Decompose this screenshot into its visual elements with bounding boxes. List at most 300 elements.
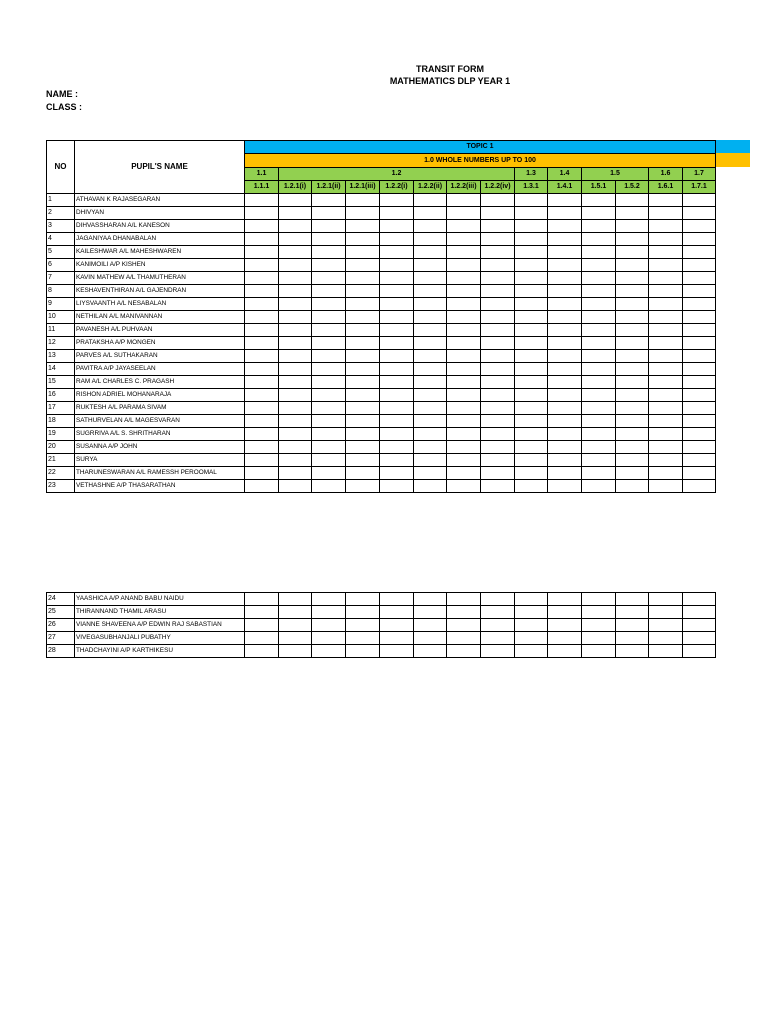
score-cell[interactable] <box>312 207 346 220</box>
score-cell[interactable] <box>649 233 683 246</box>
score-cell[interactable] <box>312 441 346 454</box>
score-cell[interactable] <box>380 593 414 606</box>
score-cell[interactable] <box>582 337 616 350</box>
score-cell[interactable] <box>447 480 481 493</box>
score-cell[interactable] <box>312 415 346 428</box>
score-cell[interactable] <box>683 428 716 441</box>
score-cell[interactable] <box>649 337 683 350</box>
score-cell[interactable] <box>312 220 346 233</box>
score-cell[interactable] <box>279 606 312 619</box>
score-cell[interactable] <box>515 389 548 402</box>
score-cell[interactable] <box>414 207 447 220</box>
score-cell[interactable] <box>447 363 481 376</box>
score-cell[interactable] <box>683 246 716 259</box>
score-cell[interactable] <box>312 324 346 337</box>
score-cell[interactable] <box>380 194 414 207</box>
score-cell[interactable] <box>481 376 515 389</box>
score-cell[interactable] <box>414 593 447 606</box>
score-cell[interactable] <box>649 194 683 207</box>
score-cell[interactable] <box>346 376 380 389</box>
score-cell[interactable] <box>481 233 515 246</box>
score-cell[interactable] <box>279 467 312 480</box>
score-cell[interactable] <box>683 194 716 207</box>
score-cell[interactable] <box>346 233 380 246</box>
score-cell[interactable] <box>245 311 279 324</box>
score-cell[interactable] <box>447 402 481 415</box>
score-cell[interactable] <box>582 606 616 619</box>
score-cell[interactable] <box>515 467 548 480</box>
score-cell[interactable] <box>649 632 683 645</box>
score-cell[interactable] <box>616 632 649 645</box>
score-cell[interactable] <box>346 428 380 441</box>
score-cell[interactable] <box>548 233 582 246</box>
score-cell[interactable] <box>515 428 548 441</box>
score-cell[interactable] <box>649 324 683 337</box>
score-cell[interactable] <box>279 285 312 298</box>
score-cell[interactable] <box>548 285 582 298</box>
score-cell[interactable] <box>245 606 279 619</box>
score-cell[interactable] <box>279 259 312 272</box>
score-cell[interactable] <box>346 593 380 606</box>
score-cell[interactable] <box>649 428 683 441</box>
score-cell[interactable] <box>380 285 414 298</box>
score-cell[interactable] <box>481 207 515 220</box>
score-cell[interactable] <box>312 285 346 298</box>
score-cell[interactable] <box>447 389 481 402</box>
score-cell[interactable] <box>481 402 515 415</box>
score-cell[interactable] <box>548 428 582 441</box>
score-cell[interactable] <box>683 389 716 402</box>
score-cell[interactable] <box>279 428 312 441</box>
score-cell[interactable] <box>279 593 312 606</box>
score-cell[interactable] <box>515 606 548 619</box>
score-cell[interactable] <box>481 337 515 350</box>
score-cell[interactable] <box>447 645 481 658</box>
score-cell[interactable] <box>346 246 380 259</box>
score-cell[interactable] <box>312 246 346 259</box>
score-cell[interactable] <box>312 350 346 363</box>
score-cell[interactable] <box>548 259 582 272</box>
score-cell[interactable] <box>447 428 481 441</box>
score-cell[interactable] <box>346 350 380 363</box>
score-cell[interactable] <box>515 593 548 606</box>
score-cell[interactable] <box>515 632 548 645</box>
score-cell[interactable] <box>481 285 515 298</box>
score-cell[interactable] <box>548 350 582 363</box>
score-cell[interactable] <box>481 441 515 454</box>
score-cell[interactable] <box>582 363 616 376</box>
score-cell[interactable] <box>683 220 716 233</box>
score-cell[interactable] <box>649 389 683 402</box>
score-cell[interactable] <box>548 593 582 606</box>
score-cell[interactable] <box>312 311 346 324</box>
score-cell[interactable] <box>683 298 716 311</box>
score-cell[interactable] <box>380 233 414 246</box>
score-cell[interactable] <box>245 298 279 311</box>
score-cell[interactable] <box>649 298 683 311</box>
score-cell[interactable] <box>380 337 414 350</box>
score-cell[interactable] <box>649 220 683 233</box>
score-cell[interactable] <box>380 272 414 285</box>
score-cell[interactable] <box>582 467 616 480</box>
score-cell[interactable] <box>515 454 548 467</box>
score-cell[interactable] <box>414 194 447 207</box>
score-cell[interactable] <box>515 415 548 428</box>
score-cell[interactable] <box>582 389 616 402</box>
score-cell[interactable] <box>380 324 414 337</box>
score-cell[interactable] <box>548 415 582 428</box>
score-cell[interactable] <box>380 645 414 658</box>
score-cell[interactable] <box>414 259 447 272</box>
score-cell[interactable] <box>683 441 716 454</box>
score-cell[interactable] <box>515 220 548 233</box>
score-cell[interactable] <box>414 606 447 619</box>
score-cell[interactable] <box>245 619 279 632</box>
score-cell[interactable] <box>245 593 279 606</box>
score-cell[interactable] <box>616 324 649 337</box>
score-cell[interactable] <box>582 350 616 363</box>
score-cell[interactable] <box>380 376 414 389</box>
score-cell[interactable] <box>447 207 481 220</box>
score-cell[interactable] <box>616 220 649 233</box>
score-cell[interactable] <box>414 415 447 428</box>
score-cell[interactable] <box>481 246 515 259</box>
score-cell[interactable] <box>582 402 616 415</box>
score-cell[interactable] <box>380 632 414 645</box>
score-cell[interactable] <box>312 298 346 311</box>
score-cell[interactable] <box>380 402 414 415</box>
score-cell[interactable] <box>414 285 447 298</box>
score-cell[interactable] <box>649 376 683 389</box>
score-cell[interactable] <box>515 337 548 350</box>
score-cell[interactable] <box>380 220 414 233</box>
score-cell[interactable] <box>414 645 447 658</box>
score-cell[interactable] <box>346 272 380 285</box>
score-cell[interactable] <box>380 606 414 619</box>
score-cell[interactable] <box>447 194 481 207</box>
score-cell[interactable] <box>312 645 346 658</box>
score-cell[interactable] <box>380 467 414 480</box>
score-cell[interactable] <box>414 454 447 467</box>
score-cell[interactable] <box>279 632 312 645</box>
score-cell[interactable] <box>380 246 414 259</box>
score-cell[interactable] <box>245 337 279 350</box>
score-cell[interactable] <box>245 259 279 272</box>
score-cell[interactable] <box>447 272 481 285</box>
score-cell[interactable] <box>414 428 447 441</box>
score-cell[interactable] <box>312 480 346 493</box>
score-cell[interactable] <box>548 402 582 415</box>
score-cell[interactable] <box>649 246 683 259</box>
score-cell[interactable] <box>380 259 414 272</box>
score-cell[interactable] <box>346 467 380 480</box>
score-cell[interactable] <box>548 246 582 259</box>
score-cell[interactable] <box>582 259 616 272</box>
score-cell[interactable] <box>683 311 716 324</box>
score-cell[interactable] <box>582 480 616 493</box>
score-cell[interactable] <box>515 480 548 493</box>
score-cell[interactable] <box>515 441 548 454</box>
score-cell[interactable] <box>548 619 582 632</box>
score-cell[interactable] <box>312 337 346 350</box>
score-cell[interactable] <box>481 324 515 337</box>
score-cell[interactable] <box>447 246 481 259</box>
score-cell[interactable] <box>447 467 481 480</box>
score-cell[interactable] <box>346 337 380 350</box>
score-cell[interactable] <box>582 376 616 389</box>
score-cell[interactable] <box>481 194 515 207</box>
score-cell[interactable] <box>683 350 716 363</box>
score-cell[interactable] <box>649 363 683 376</box>
score-cell[interactable] <box>447 632 481 645</box>
score-cell[interactable] <box>683 233 716 246</box>
score-cell[interactable] <box>380 441 414 454</box>
score-cell[interactable] <box>515 207 548 220</box>
score-cell[interactable] <box>616 246 649 259</box>
score-cell[interactable] <box>582 645 616 658</box>
score-cell[interactable] <box>279 194 312 207</box>
score-cell[interactable] <box>245 233 279 246</box>
score-cell[interactable] <box>616 441 649 454</box>
score-cell[interactable] <box>279 454 312 467</box>
score-cell[interactable] <box>683 363 716 376</box>
score-cell[interactable] <box>515 376 548 389</box>
score-cell[interactable] <box>616 233 649 246</box>
score-cell[interactable] <box>346 194 380 207</box>
score-cell[interactable] <box>279 246 312 259</box>
score-cell[interactable] <box>414 337 447 350</box>
score-cell[interactable] <box>481 428 515 441</box>
score-cell[interactable] <box>515 233 548 246</box>
score-cell[interactable] <box>346 402 380 415</box>
score-cell[interactable] <box>548 632 582 645</box>
score-cell[interactable] <box>346 311 380 324</box>
score-cell[interactable] <box>447 298 481 311</box>
score-cell[interactable] <box>582 619 616 632</box>
score-cell[interactable] <box>582 272 616 285</box>
score-cell[interactable] <box>312 606 346 619</box>
score-cell[interactable] <box>346 606 380 619</box>
score-cell[interactable] <box>447 337 481 350</box>
score-cell[interactable] <box>414 311 447 324</box>
score-cell[interactable] <box>414 619 447 632</box>
score-cell[interactable] <box>245 272 279 285</box>
score-cell[interactable] <box>616 454 649 467</box>
score-cell[interactable] <box>515 246 548 259</box>
score-cell[interactable] <box>683 259 716 272</box>
score-cell[interactable] <box>279 272 312 285</box>
score-cell[interactable] <box>548 324 582 337</box>
score-cell[interactable] <box>515 285 548 298</box>
score-cell[interactable] <box>515 363 548 376</box>
score-cell[interactable] <box>245 376 279 389</box>
score-cell[interactable] <box>683 324 716 337</box>
score-cell[interactable] <box>346 632 380 645</box>
score-cell[interactable] <box>616 389 649 402</box>
score-cell[interactable] <box>548 467 582 480</box>
score-cell[interactable] <box>279 402 312 415</box>
score-cell[interactable] <box>582 246 616 259</box>
score-cell[interactable] <box>245 350 279 363</box>
score-cell[interactable] <box>279 415 312 428</box>
score-cell[interactable] <box>245 207 279 220</box>
score-cell[interactable] <box>515 324 548 337</box>
score-cell[interactable] <box>245 415 279 428</box>
score-cell[interactable] <box>548 298 582 311</box>
score-cell[interactable] <box>481 593 515 606</box>
score-cell[interactable] <box>380 428 414 441</box>
score-cell[interactable] <box>447 311 481 324</box>
score-cell[interactable] <box>447 220 481 233</box>
score-cell[interactable] <box>279 389 312 402</box>
score-cell[interactable] <box>447 376 481 389</box>
score-cell[interactable] <box>649 480 683 493</box>
score-cell[interactable] <box>616 207 649 220</box>
score-cell[interactable] <box>649 619 683 632</box>
score-cell[interactable] <box>447 415 481 428</box>
score-cell[interactable] <box>245 194 279 207</box>
score-cell[interactable] <box>548 337 582 350</box>
score-cell[interactable] <box>312 363 346 376</box>
score-cell[interactable] <box>279 480 312 493</box>
score-cell[interactable] <box>481 298 515 311</box>
score-cell[interactable] <box>548 480 582 493</box>
score-cell[interactable] <box>245 402 279 415</box>
score-cell[interactable] <box>515 311 548 324</box>
score-cell[interactable] <box>346 285 380 298</box>
score-cell[interactable] <box>582 632 616 645</box>
score-cell[interactable] <box>414 402 447 415</box>
score-cell[interactable] <box>683 480 716 493</box>
score-cell[interactable] <box>245 428 279 441</box>
score-cell[interactable] <box>616 415 649 428</box>
score-cell[interactable] <box>481 311 515 324</box>
score-cell[interactable] <box>312 194 346 207</box>
score-cell[interactable] <box>548 272 582 285</box>
score-cell[interactable] <box>447 619 481 632</box>
score-cell[interactable] <box>380 389 414 402</box>
score-cell[interactable] <box>582 207 616 220</box>
score-cell[interactable] <box>548 376 582 389</box>
score-cell[interactable] <box>346 259 380 272</box>
score-cell[interactable] <box>548 389 582 402</box>
score-cell[interactable] <box>683 415 716 428</box>
score-cell[interactable] <box>312 272 346 285</box>
score-cell[interactable] <box>447 454 481 467</box>
score-cell[interactable] <box>649 593 683 606</box>
score-cell[interactable] <box>414 376 447 389</box>
score-cell[interactable] <box>346 619 380 632</box>
score-cell[interactable] <box>649 350 683 363</box>
score-cell[interactable] <box>481 415 515 428</box>
score-cell[interactable] <box>683 285 716 298</box>
score-cell[interactable] <box>582 324 616 337</box>
score-cell[interactable] <box>582 285 616 298</box>
score-cell[interactable] <box>515 259 548 272</box>
score-cell[interactable] <box>481 259 515 272</box>
score-cell[interactable] <box>683 619 716 632</box>
score-cell[interactable] <box>380 298 414 311</box>
score-cell[interactable] <box>515 619 548 632</box>
score-cell[interactable] <box>481 632 515 645</box>
score-cell[interactable] <box>582 194 616 207</box>
score-cell[interactable] <box>649 467 683 480</box>
score-cell[interactable] <box>515 194 548 207</box>
score-cell[interactable] <box>481 480 515 493</box>
score-cell[interactable] <box>548 454 582 467</box>
score-cell[interactable] <box>380 363 414 376</box>
score-cell[interactable] <box>414 298 447 311</box>
score-cell[interactable] <box>414 389 447 402</box>
score-cell[interactable] <box>414 233 447 246</box>
score-cell[interactable] <box>447 233 481 246</box>
score-cell[interactable] <box>649 259 683 272</box>
score-cell[interactable] <box>312 454 346 467</box>
score-cell[interactable] <box>616 619 649 632</box>
score-cell[interactable] <box>548 441 582 454</box>
score-cell[interactable] <box>447 324 481 337</box>
score-cell[interactable] <box>582 441 616 454</box>
score-cell[interactable] <box>279 207 312 220</box>
score-cell[interactable] <box>548 220 582 233</box>
score-cell[interactable] <box>245 454 279 467</box>
score-cell[interactable] <box>245 389 279 402</box>
score-cell[interactable] <box>414 441 447 454</box>
score-cell[interactable] <box>312 428 346 441</box>
score-cell[interactable] <box>582 311 616 324</box>
score-cell[interactable] <box>616 402 649 415</box>
score-cell[interactable] <box>548 194 582 207</box>
score-cell[interactable] <box>616 480 649 493</box>
score-cell[interactable] <box>683 376 716 389</box>
score-cell[interactable] <box>683 337 716 350</box>
score-cell[interactable] <box>683 402 716 415</box>
score-cell[interactable] <box>548 606 582 619</box>
score-cell[interactable] <box>414 272 447 285</box>
score-cell[interactable] <box>380 480 414 493</box>
score-cell[interactable] <box>481 467 515 480</box>
score-cell[interactable] <box>312 389 346 402</box>
score-cell[interactable] <box>582 593 616 606</box>
score-cell[interactable] <box>279 311 312 324</box>
score-cell[interactable] <box>279 337 312 350</box>
score-cell[interactable] <box>346 441 380 454</box>
score-cell[interactable] <box>346 298 380 311</box>
score-cell[interactable] <box>683 645 716 658</box>
score-cell[interactable] <box>582 428 616 441</box>
score-cell[interactable] <box>279 363 312 376</box>
score-cell[interactable] <box>683 207 716 220</box>
score-cell[interactable] <box>312 376 346 389</box>
score-cell[interactable] <box>380 415 414 428</box>
score-cell[interactable] <box>380 619 414 632</box>
score-cell[interactable] <box>649 454 683 467</box>
score-cell[interactable] <box>616 376 649 389</box>
score-cell[interactable] <box>312 467 346 480</box>
score-cell[interactable] <box>582 298 616 311</box>
score-cell[interactable] <box>481 645 515 658</box>
score-cell[interactable] <box>616 606 649 619</box>
score-cell[interactable] <box>447 350 481 363</box>
score-cell[interactable] <box>346 207 380 220</box>
score-cell[interactable] <box>481 389 515 402</box>
score-cell[interactable] <box>582 233 616 246</box>
score-cell[interactable] <box>346 415 380 428</box>
score-cell[interactable] <box>279 233 312 246</box>
score-cell[interactable] <box>481 619 515 632</box>
score-cell[interactable] <box>649 311 683 324</box>
score-cell[interactable] <box>481 220 515 233</box>
